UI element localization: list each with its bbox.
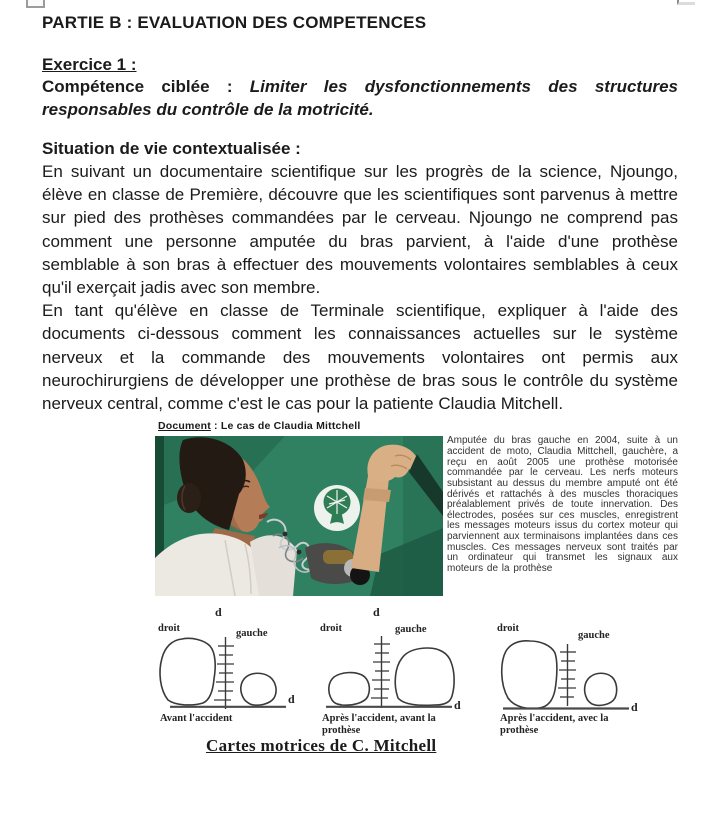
diagram3-right-hemisphere-label: droit — [497, 623, 519, 635]
diagram2-caption-line1: Après l'accident, avant la — [322, 713, 436, 725]
document-body-row — [155, 436, 678, 596]
diagram2-small-motor-area — [329, 673, 370, 706]
situation-paragraph-2: En tant qu'élève en classe de Terminale scientifique, expliquer à l'aide des documents ci-dessous comment les connaissances actuelles sur le système nerveux et la commande des mouvements volontaires ont permis aux neurochirurgiens de développer une prothèse de bras sous le contrôle du système nerveux central, comme c'est le cas pour la patiente Claudia Mitchell. — [42, 301, 678, 414]
diagram1-left-hemisphere-label: gauche — [236, 628, 268, 640]
diagram2-top-axis-label: d — [373, 605, 380, 620]
diagram1-baseline-label: d — [288, 692, 295, 707]
diagram2-left-hemisphere-label: gauche — [395, 624, 427, 636]
diagram1-small-motor-area — [241, 673, 276, 705]
competence-text: Limiter les dysfonctionnements des structures responsables du contrôle de la motricité. — [42, 77, 678, 119]
diagram1-top-axis-label: d — [215, 605, 222, 620]
cut-off-ui-fragment-left — [26, 0, 45, 8]
photo-claudia-mitchell — [155, 436, 443, 596]
diagram3-small-motor-area — [585, 673, 617, 705]
motor-maps-diagrams — [0, 604, 720, 736]
competence-label: Compétence ciblée : — [42, 77, 233, 96]
diagram1-large-motor-area — [160, 639, 215, 706]
diagram1-caption: Avant l'accident — [160, 713, 233, 725]
situation-heading: Situation de vie contextualisée : — [42, 139, 301, 158]
diagram3-caption-line1: Après l'accident, avec la — [500, 713, 609, 725]
diagram3-caption-line2: prothèse — [500, 725, 539, 737]
diagram2-right-hemisphere-label: droit — [320, 623, 342, 635]
diagram-apres-accident-avant-prothese — [320, 605, 461, 736]
tree-logo — [314, 485, 360, 531]
figure-caption: Cartes motrices de C. Mitchell — [206, 736, 437, 756]
photo-illustration — [155, 436, 443, 596]
diagram-apres-accident-avec-prothese — [497, 623, 638, 736]
diagram3-baseline-label: d — [631, 700, 638, 715]
document-body-text: Amputée du bras gauche en 2004, suite à un accident de moto, Claudia Mittchell, gauchère, a reçu en août 2005 une prothèse motorisée commandée par le cerveau. Les nerfs moteurs subsistant au dessus du membre amputé ont été dérivés et rattachés à des muscles thoraciques préalablement privés de toute innervation. Des électrodes, posées sur ces muscles, enregistrent les messages moteurs issus du cortex moteur qui parviennent aux terminaisons implantées dans ces muscles. Ces messages nerveux sont traités par un ordinateur qui transmet les signaux aux moteurs de la prothèse — [447, 435, 678, 575]
diagram1-scale-ticks — [214, 646, 234, 700]
cut-off-ui-fragment-right — [677, 0, 695, 5]
exercise-label: Exercice 1 : — [42, 55, 137, 74]
document-heading-label: Document — [158, 420, 211, 433]
diagram3-left-hemisphere-label: gauche — [578, 630, 610, 642]
document-heading — [158, 420, 678, 432]
document-heading-separator: : — [210, 420, 221, 433]
diagram1-right-hemisphere-label: droit — [158, 623, 180, 635]
situation-paragraph-1: En suivant un documentaire scientifique sur les progrès de la science, Njoungo, élève en classe de Première, découvre que les scientifiques sont parvenus à mettre sur pied des prothèses commandées par le cerveau. Njoungo ne comprend pas comment une personne amputée du bras parvient, à l'aide d'une prothèse semblable à son bras à effectuer des mouvements volontaires semblables à ceux qu'il exerçait jadis avec son membre. — [42, 162, 678, 298]
diagram2-baseline-label: d — [454, 698, 461, 713]
diagram2-scale-ticks — [371, 644, 390, 698]
document-heading-title: Le cas de Claudia Mittchell — [220, 420, 361, 433]
diagram3-large-motor-area — [502, 641, 557, 709]
diagram2-large-motor-area — [395, 648, 454, 705]
competence-line — [42, 75, 678, 121]
page-title: PARTIE B : EVALUATION DES COMPETENCES — [42, 13, 427, 32]
exercise-heading — [42, 55, 678, 75]
diagram2-caption-line2: prothèse — [322, 725, 361, 737]
diagram-avant-accident — [158, 605, 295, 724]
